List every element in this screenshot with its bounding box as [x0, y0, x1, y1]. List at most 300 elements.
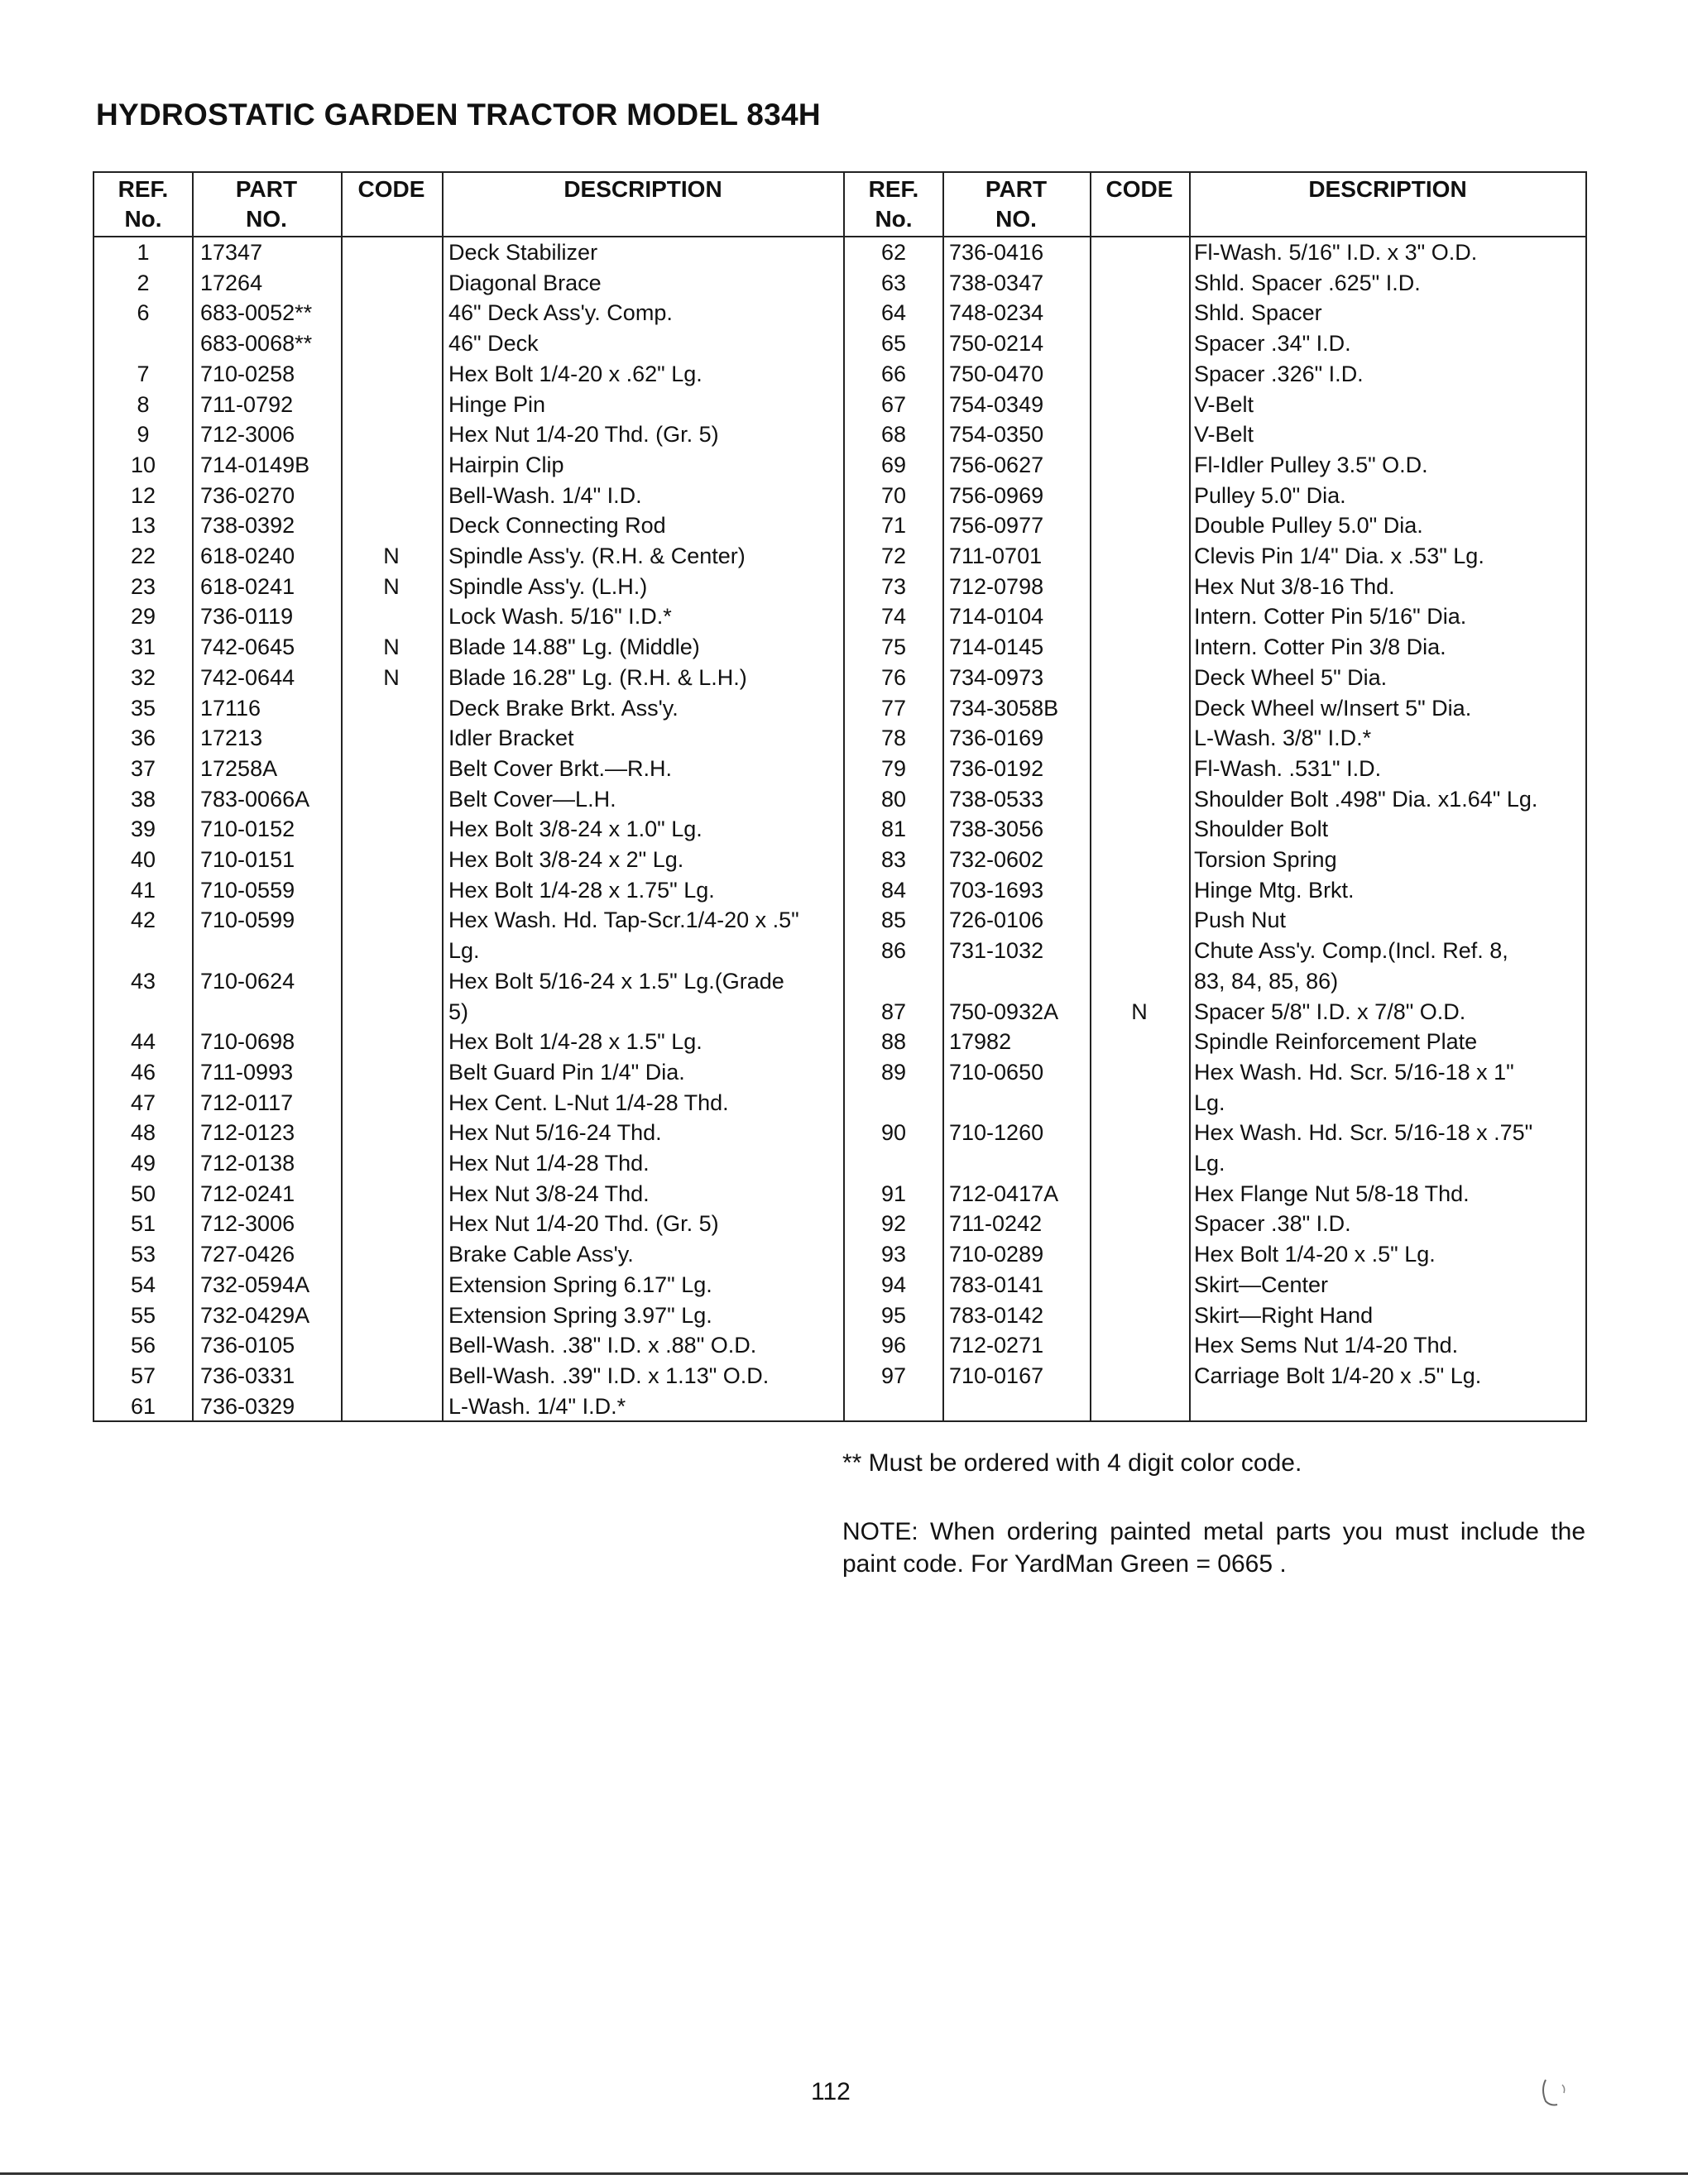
part-number: 738-0347 [949, 270, 1044, 295]
description [448, 450, 564, 481]
part-number: 750-0470 [949, 361, 1044, 386]
parts-table-left [94, 173, 843, 1420]
part-number: 710-1260 [949, 1120, 1044, 1146]
description-line: Spindle Ass'y. (L.H.) [448, 573, 648, 599]
description-line: Hex Bolt 1/4-28 x 1.75" Lg. [448, 877, 715, 903]
description [448, 1270, 712, 1300]
part-number: 734-0973 [949, 664, 1044, 690]
description [1194, 1330, 1458, 1361]
part-number: 711-0242 [949, 1211, 1043, 1237]
ref-number: 32 [130, 664, 156, 690]
description-line: Blade 14.88" Lg. (Middle) [448, 635, 700, 660]
description-line: Idler Bracket [448, 726, 574, 751]
ref-number: 97 [880, 1363, 907, 1388]
ref-number: 13 [130, 513, 156, 539]
description-line: 5) [448, 999, 469, 1024]
part-number: 17264 [200, 270, 263, 295]
description [448, 1209, 719, 1239]
ref-number: 95 [880, 1302, 907, 1328]
part-number: 732-0594A [200, 1272, 310, 1297]
ref-number: 79 [880, 755, 907, 781]
part-number: 711-0701 [949, 544, 1043, 568]
description [1194, 298, 1322, 328]
header-code: CODE [357, 176, 425, 202]
description-line: 46" Deck [448, 331, 539, 357]
description-line: Spacer 5/8" I.D. x 7/8" O.D. [1194, 999, 1466, 1024]
description [1194, 481, 1346, 511]
ref-number: 64 [880, 300, 907, 326]
description-line: Double Pulley 5.0" Dia. [1194, 513, 1423, 539]
part-number: 712-0271 [949, 1333, 1044, 1358]
table-header [845, 173, 1585, 237]
ref-number: 80 [880, 786, 907, 812]
ref-number: 72 [880, 544, 907, 568]
description-line: Shld. Spacer [1194, 300, 1322, 326]
description-line: Hinge Pin [448, 391, 546, 417]
header-description: DESCRIPTION [563, 176, 722, 202]
part-number: 738-3056 [949, 817, 1044, 842]
description [1194, 541, 1484, 572]
description-line: Fl-Idler Pulley 3.5" O.D. [1194, 452, 1428, 477]
description-line: Spacer .38" I.D. [1194, 1211, 1351, 1237]
part-number: 736-0192 [949, 755, 1044, 781]
description-line: Hex Nut 1/4-28 Thd. [448, 1151, 650, 1176]
ref-number: 35 [130, 695, 156, 721]
part-number: 738-0533 [949, 786, 1044, 812]
part-number: 732-0602 [949, 847, 1044, 872]
description [448, 814, 703, 845]
part-number: 714-0145 [949, 635, 1044, 660]
part-number: 736-0105 [200, 1333, 295, 1358]
description [1194, 632, 1446, 663]
part-number: 17116 [200, 695, 261, 721]
description [1194, 936, 1508, 996]
description-line: Hex Cent. L-Nut 1/4-28 Thd. [448, 1090, 729, 1115]
description-line: L-Wash. 1/4" I.D.* [448, 1393, 626, 1419]
ref-number: 88 [880, 1029, 907, 1055]
description [448, 541, 746, 572]
part-number: 712-0123 [200, 1120, 295, 1146]
description-line: Skirt—Center [1194, 1272, 1329, 1297]
ref-number: 37 [130, 755, 156, 781]
ref-number: 39 [130, 817, 156, 842]
code: N [383, 544, 400, 568]
header-description: DESCRIPTION [1308, 176, 1467, 202]
part-number: 683-0052** [200, 300, 313, 326]
ref-number: 41 [130, 877, 156, 903]
ref-number: 62 [880, 240, 907, 265]
part-number: 711-0792 [200, 391, 294, 417]
ref-number: 89 [880, 1059, 907, 1085]
description-line: Intern. Cotter Pin 3/8 Dia. [1194, 635, 1446, 660]
ref-number: 29 [130, 604, 156, 630]
ref-number: 77 [880, 695, 907, 721]
description [448, 723, 574, 754]
part-number: 738-0392 [200, 513, 295, 539]
description-line: Deck Wheel 5" Dia. [1194, 664, 1388, 690]
ref-number: 71 [880, 513, 907, 539]
description [1194, 1209, 1351, 1239]
description [448, 693, 679, 724]
description [448, 268, 602, 299]
description [1194, 450, 1428, 481]
description [448, 390, 545, 420]
ref-number: 50 [130, 1181, 156, 1206]
description-line: Bell-Wash. .39" I.D. x 1.13" O.D. [448, 1363, 770, 1388]
description [448, 754, 672, 784]
ref-number: 91 [880, 1181, 907, 1206]
description [448, 966, 784, 1027]
header-code: CODE [1105, 176, 1173, 202]
description-line: Chute Ass'y. Comp.(Incl. Ref. 8, [1194, 938, 1508, 964]
ref-number: 48 [130, 1120, 156, 1146]
description-line: Hex Wash. Hd. Tap-Scr.1/4-20 x .5" [448, 908, 799, 933]
parts-table-right [845, 173, 1585, 1420]
part-number: 712-0117 [200, 1090, 294, 1115]
description [448, 419, 719, 450]
ref-number: 2 [137, 270, 150, 295]
part-number: 712-3006 [200, 422, 295, 448]
part-number: 742-0644 [200, 664, 295, 690]
part-number: 17213 [200, 726, 263, 751]
part-number: 750-0214 [949, 331, 1044, 357]
paint-code-note: NOTE: When ordering painted metal parts you must include the paint code. For YardMan Green = 0665 . [842, 1518, 1585, 1578]
description [448, 1391, 626, 1422]
part-number: 618-0241 [200, 573, 295, 599]
ref-number: 65 [880, 331, 907, 357]
ref-number: 69 [880, 452, 907, 477]
description-line: Shld. Spacer .625" I.D. [1194, 270, 1421, 295]
description [448, 1088, 729, 1118]
description-line: Hex Nut 5/16-24 Thd. [448, 1120, 662, 1146]
description [1194, 875, 1355, 906]
description [448, 875, 715, 906]
description-line: Hex Bolt 1/4-28 x 1.5" Lg. [448, 1029, 703, 1055]
ref-number: 96 [880, 1333, 907, 1358]
ref-number: 43 [130, 968, 156, 994]
description [1194, 1300, 1373, 1331]
description [1194, 1270, 1328, 1300]
ref-number: 63 [880, 270, 907, 295]
ref-number: 54 [130, 1272, 156, 1297]
part-number: 712-0241 [200, 1181, 295, 1206]
description [448, 663, 747, 693]
part-number: 750-0932A [949, 999, 1059, 1024]
part-number: 783-0066A [200, 786, 310, 812]
part-number: 710-0599 [200, 908, 295, 933]
description-line: Pulley 5.0" Dia. [1194, 482, 1346, 508]
description-line: Blade 16.28" Lg. (R.H. & L.H.) [448, 664, 747, 690]
part-number: 710-0258 [200, 361, 295, 386]
description-line: Lg. [1194, 1151, 1225, 1176]
part-number: 756-0977 [949, 513, 1044, 539]
part-number: 712-0138 [200, 1151, 295, 1176]
description-line: Lock Wash. 5/16" I.D.* [448, 604, 672, 630]
code: N [383, 664, 400, 690]
description-line: Carriage Bolt 1/4-20 x .5" Lg. [1194, 1363, 1482, 1388]
part-number: 736-0416 [949, 240, 1044, 265]
description-line: Hex Flange Nut 5/8-18 Thd. [1194, 1181, 1470, 1206]
part-number: 683-0068** [200, 331, 313, 357]
ref-number: 78 [880, 726, 907, 751]
description-line: Bell-Wash. .38" I.D. x .88" O.D. [448, 1333, 757, 1358]
part-number: 17347 [200, 240, 263, 265]
description [448, 1361, 769, 1391]
ref-number: 10 [130, 452, 156, 477]
description-line: Shoulder Bolt .498" Dia. x1.64" Lg. [1194, 786, 1538, 812]
description [448, 1179, 650, 1209]
ref-number: 85 [880, 908, 907, 933]
ref-number: 68 [880, 422, 907, 448]
ref-number: 44 [130, 1029, 156, 1055]
ref-number: 84 [880, 877, 907, 903]
ref-number: 31 [130, 635, 156, 660]
description [1194, 997, 1465, 1027]
description [448, 601, 672, 632]
ref-number: 73 [880, 573, 907, 599]
description-line: Spacer .34" I.D. [1194, 331, 1351, 357]
ref-number: 38 [130, 786, 156, 812]
part-number: 703-1693 [949, 877, 1044, 903]
description-line: Hinge Mtg. Brkt. [1194, 877, 1355, 903]
part-number: 710-0624 [200, 968, 295, 994]
part-number: 736-0331 [200, 1363, 295, 1388]
ref-number: 55 [130, 1302, 156, 1328]
description-line: Belt Guard Pin 1/4" Dia. [448, 1059, 685, 1085]
description [1194, 663, 1387, 693]
ref-number: 42 [130, 908, 156, 933]
header-ref: REF. No. [117, 176, 169, 232]
part-number: 754-0350 [949, 422, 1044, 448]
description [448, 1148, 650, 1179]
description [1194, 328, 1351, 359]
ref-number: 75 [880, 635, 907, 660]
description-line: Bell-Wash. 1/4" I.D. [448, 482, 642, 508]
ref-number: 90 [880, 1120, 907, 1146]
part-number: 712-0417A [949, 1181, 1059, 1206]
ref-number: 92 [880, 1211, 907, 1237]
part-number: 736-0119 [200, 604, 294, 630]
part-number: 710-0167 [949, 1363, 1044, 1388]
parts-table [93, 171, 1587, 1422]
description-line: Hex Nut 3/8-24 Thd. [448, 1181, 650, 1206]
part-number: 618-0240 [200, 544, 295, 568]
description [448, 632, 700, 663]
part-number: 742-0645 [200, 635, 295, 660]
ref-number: 8 [137, 391, 150, 417]
ref-number: 53 [130, 1242, 156, 1267]
code: N [1131, 999, 1148, 1024]
part-number: 754-0349 [949, 391, 1044, 417]
description-line: Hex Bolt 3/8-24 x 1.0" Lg. [448, 817, 703, 842]
part-number: 710-0559 [200, 877, 295, 903]
part-number: 711-0993 [200, 1059, 294, 1085]
ref-number: 56 [130, 1333, 156, 1358]
ref-number: 70 [880, 482, 907, 508]
description-line: Hex Bolt 3/8-24 x 2" Lg. [448, 847, 684, 872]
description-line: Fl-Wash. 5/16" I.D. x 3" O.D. [1194, 240, 1478, 265]
part-number: 732-0429A [200, 1302, 310, 1328]
part-number: 783-0142 [949, 1302, 1044, 1328]
description [448, 1027, 703, 1057]
page-number: 112 [811, 2078, 851, 2105]
description-line: Diagonal Brace [448, 270, 602, 295]
description [448, 328, 539, 359]
header-ref: REF. No. [868, 176, 919, 232]
description-line: V-Belt [1194, 422, 1254, 448]
ref-number: 47 [130, 1090, 156, 1115]
description-line: Extension Spring 3.97" Lg. [448, 1302, 712, 1328]
description-line: Hex Nut 3/8-16 Thd. [1194, 573, 1395, 599]
description [1194, 1361, 1481, 1391]
ref-number: 66 [880, 361, 907, 386]
description [1194, 601, 1466, 632]
part-number: 734-3058B [949, 695, 1059, 721]
ref-number: 93 [880, 1242, 907, 1267]
description [1194, 845, 1337, 875]
description-line: Hex Nut 1/4-20 Thd. (Gr. 5) [448, 422, 719, 448]
description [1194, 390, 1254, 420]
description-line: Hairpin Clip [448, 452, 564, 477]
description-line: Deck Connecting Rod [448, 513, 666, 539]
description [1194, 754, 1381, 784]
ref-number: 81 [880, 817, 907, 842]
description [1194, 1027, 1477, 1057]
description [448, 784, 616, 815]
ref-number: 83 [880, 847, 907, 872]
part-number: 783-0141 [949, 1272, 1044, 1297]
description-line: 46" Deck Ass'y. Comp. [448, 300, 673, 326]
description-line: L-Wash. 3/8" I.D.* [1194, 726, 1372, 751]
ref-number: 40 [130, 847, 156, 872]
part-number: 726-0106 [949, 908, 1044, 933]
code: N [383, 573, 400, 599]
description [448, 359, 703, 390]
description-line: Lg. [1194, 1090, 1225, 1115]
ref-number: 86 [880, 938, 907, 964]
description-line: Belt Cover Brkt.—R.H. [448, 755, 673, 781]
ref-number: 1 [137, 240, 150, 265]
description [448, 1118, 662, 1148]
part-number: 736-0169 [949, 726, 1044, 751]
part-number: 710-0698 [200, 1029, 295, 1055]
ref-number: 49 [130, 1151, 156, 1176]
description [448, 237, 597, 268]
description [448, 1330, 756, 1361]
description [1194, 1239, 1436, 1270]
part-number: 710-0650 [949, 1059, 1044, 1085]
description-line: Hex Wash. Hd. Scr. 5/16-18 x 1" [1194, 1059, 1514, 1085]
description [1194, 359, 1364, 390]
part-number: 736-0329 [200, 1393, 295, 1419]
color-code-note: ** Must be ordered with 4 digit color code. [842, 1449, 1302, 1477]
description-line: Hex Wash. Hd. Scr. 5/16-18 x .75" [1194, 1120, 1533, 1146]
ref-number: 94 [880, 1272, 907, 1297]
ref-number: 46 [130, 1059, 156, 1085]
part-number: 710-0289 [949, 1242, 1044, 1267]
description [1194, 905, 1286, 936]
description-line: Torsion Spring [1194, 847, 1337, 872]
description [1194, 572, 1395, 602]
part-number: 736-0270 [200, 482, 295, 508]
description [448, 510, 666, 541]
description-line: Deck Wheel w/Insert 5" Dia. [1194, 695, 1472, 721]
part-number: 710-0152 [200, 817, 295, 842]
description-line: Intern. Cotter Pin 5/16" Dia. [1194, 604, 1467, 630]
description-line: Deck Stabilizer [448, 240, 598, 265]
ref-number: 51 [130, 1211, 156, 1237]
description [448, 845, 683, 875]
description [1194, 1118, 1532, 1178]
description-line: Spindle Ass'y. (R.H. & Center) [448, 544, 746, 568]
ref-number: 6 [137, 300, 150, 326]
description-line: Spindle Reinforcement Plate [1194, 1029, 1478, 1055]
bottom-rule [0, 2172, 1688, 2175]
description [448, 572, 647, 602]
description [1194, 268, 1421, 299]
description [448, 481, 642, 511]
part-number: 727-0426 [200, 1242, 295, 1267]
description [1194, 723, 1371, 754]
description-line: Push Nut [1194, 908, 1287, 933]
part-number: 756-0627 [949, 452, 1044, 477]
part-number: 731-1032 [949, 938, 1044, 964]
scan-mark-icon [1537, 2075, 1571, 2111]
description-line: Deck Brake Brkt. Ass'y. [448, 695, 679, 721]
ref-number: 76 [880, 664, 907, 690]
ref-number: 61 [130, 1393, 156, 1419]
ref-number: 12 [130, 482, 156, 508]
description-line: V-Belt [1194, 391, 1254, 417]
ref-number: 22 [130, 544, 156, 568]
description [1194, 1179, 1470, 1209]
part-number: 710-0151 [200, 847, 295, 872]
header-part: PART NO. [985, 176, 1048, 232]
part-number: 714-0149B [200, 452, 310, 477]
description-line: Spacer .326" I.D. [1194, 361, 1364, 386]
page-title: HYDROSTATIC GARDEN TRACTOR MODEL 834H [96, 98, 821, 132]
description [1194, 237, 1477, 268]
part-number: 712-0798 [949, 573, 1044, 599]
description [448, 1300, 712, 1331]
description-line: 83, 84, 85, 86) [1194, 968, 1339, 994]
ref-number: 87 [880, 999, 907, 1024]
description-line: Hex Sems Nut 1/4-20 Thd. [1194, 1333, 1459, 1358]
table-header [94, 173, 843, 237]
description [448, 905, 799, 965]
description-line: Hex Bolt 1/4-20 x .62" Lg. [448, 361, 703, 386]
description-line: Fl-Wash. .531" I.D. [1194, 755, 1382, 781]
description [1194, 419, 1254, 450]
part-number: 756-0969 [949, 482, 1044, 508]
part-number: 748-0234 [949, 300, 1044, 326]
description-line: Shoulder Bolt [1194, 817, 1329, 842]
ref-number: 23 [130, 573, 156, 599]
part-number: 712-3006 [200, 1211, 295, 1237]
code: N [383, 635, 400, 660]
part-number: 714-0104 [949, 604, 1044, 630]
description-line: Belt Cover—L.H. [448, 786, 616, 812]
description [1194, 1057, 1514, 1118]
description-line: Hex Bolt 5/16-24 x 1.5" Lg.(Grade [448, 968, 784, 994]
description [1194, 693, 1471, 724]
ref-number: 9 [137, 422, 150, 448]
ref-number: 7 [137, 361, 150, 386]
ref-number: 57 [130, 1363, 156, 1388]
header-part: PART NO. [235, 176, 298, 232]
description [1194, 814, 1328, 845]
description [448, 1239, 634, 1270]
